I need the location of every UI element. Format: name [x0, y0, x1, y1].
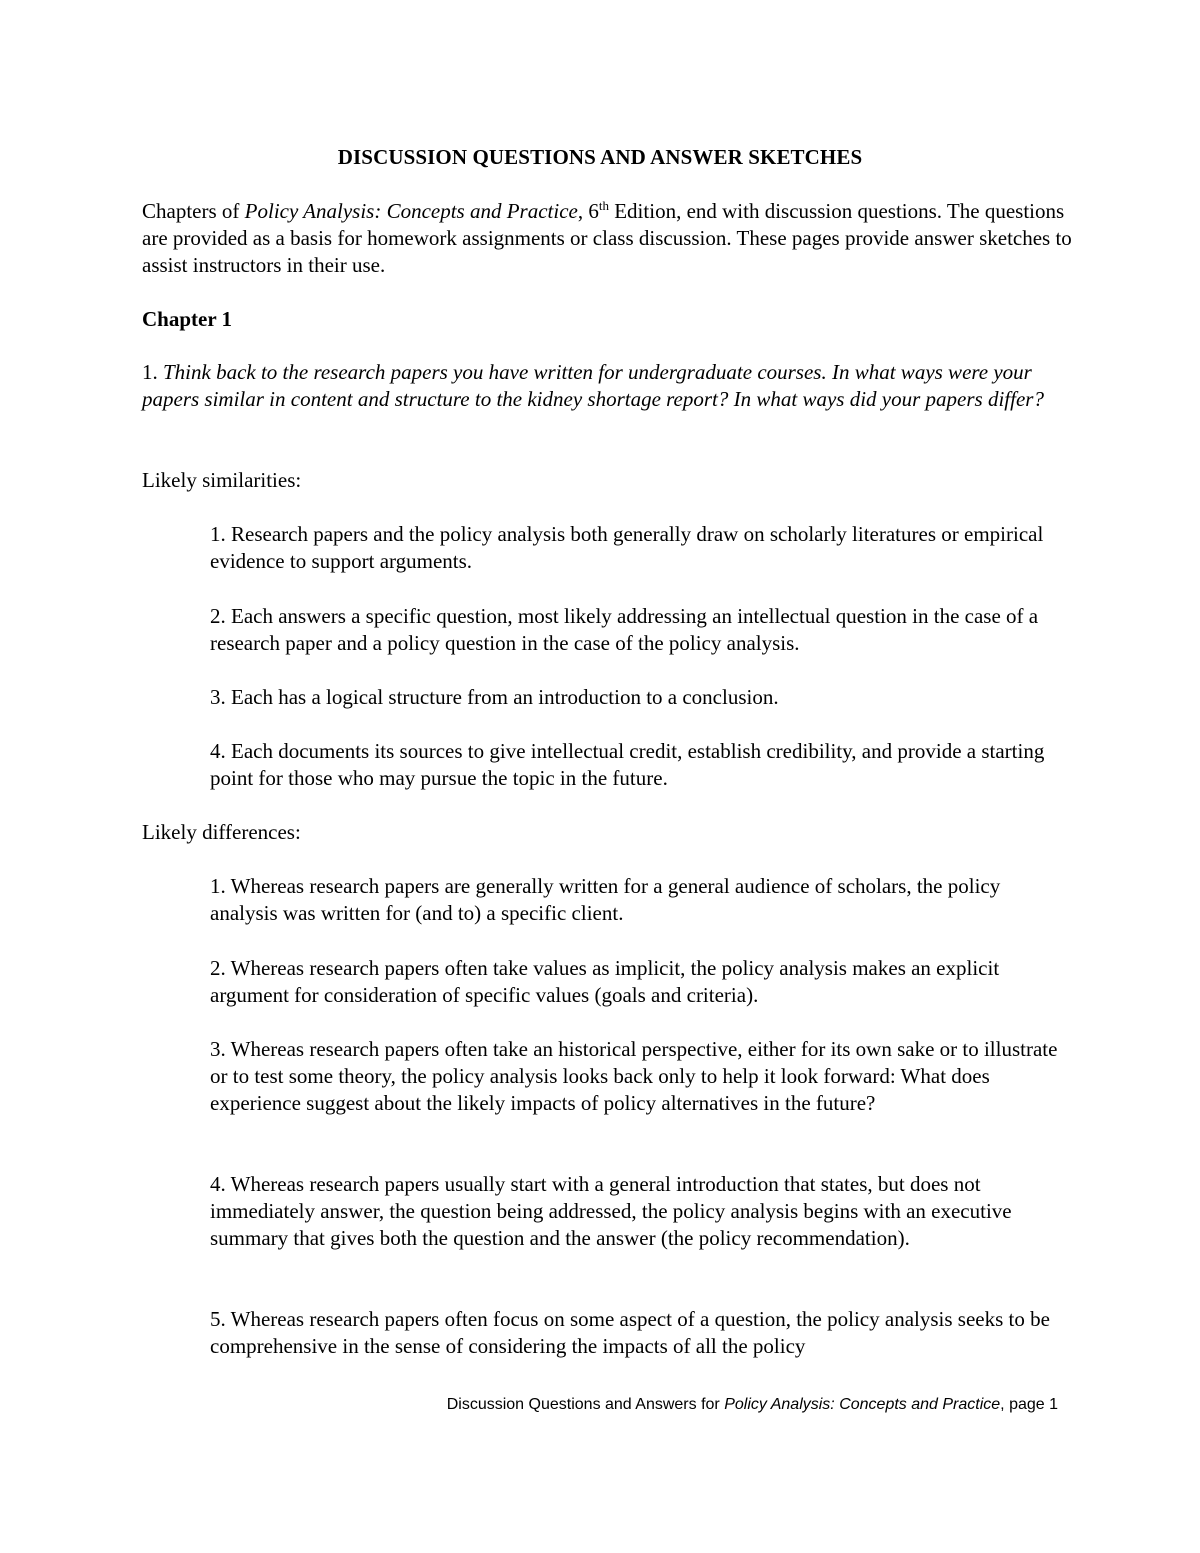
discussion-question [142, 359, 1072, 413]
difference-item: 5. Whereas research papers often focus on some aspect of a question, the policy analysis seeks to be comprehensive in the sense of considering the impacts of all the policy [210, 1307, 1050, 1358]
similarity-item: 3. Each has a logical structure from an introduction to a conclusion. [210, 685, 779, 709]
page-footer [0, 1394, 1058, 1416]
similarity-item: 1. Research papers and the policy analysis both generally draw on scholarly literatures or empirical evidence to support arguments. [210, 522, 1044, 573]
footer-prefix: Discussion Questions and Answers for [446, 1396, 725, 1413]
similarity-item: 2. Each answers a specific question, most likely addressing an intellectual question in the case of a research paper and a policy question in the case of the policy analysis. [210, 604, 1039, 655]
chapter-heading: Chapter 1 [142, 307, 233, 331]
difference-item: 4. Whereas research papers usually start with a general introduction that states, but does not immediately answer, the question being addressed, the policy analysis begins with an executive summary that gives both the question and the answer (the policy recommendation). [210, 1172, 1012, 1250]
question-number: 1. [142, 360, 163, 384]
question-text: Think back to the research papers you have written for undergraduate courses. In what ways were your papers similar in content and structure to the kidney shortage report? In what ways did your papers differ? [142, 360, 1044, 411]
difference-item: 1. Whereas research papers are generally written for a general audience of scholars, the policy analysis was written for (and to) a specific client. [210, 874, 1001, 925]
intro-text-end: Edition, end with discussion questions. The questions are provided as a basis for homework assignments or class discussion. These pages provide answer sketches to assist instructors in their use. [142, 199, 1072, 277]
differences-label: Likely differences: [142, 820, 301, 844]
similarities-label: Likely similarities: [142, 468, 302, 492]
similarity-item: 4. Each documents its sources to give intellectual credit, establish credibility, and provide a starting point for those who may pursue the topic in the future. [210, 739, 1045, 790]
book-title: Policy Analysis: Concepts and Practice [244, 199, 578, 223]
footer-book-title: Policy Analysis: Concepts and Practice [724, 1396, 1001, 1413]
intro-text-start: Chapters of [142, 199, 245, 223]
edition-superscript: th [598, 198, 609, 213]
footer-page-number: , page 1 [1000, 1396, 1058, 1413]
edition-prefix: , 6 [577, 199, 599, 223]
difference-item: 3. Whereas research papers often take an historical perspective, either for its own sake or to illustrate or to test some theory, the policy analysis looks back only to help it look forward: What does experience suggest about the likely impacts of policy alternatives in the future? [210, 1037, 1058, 1115]
difference-item: 2. Whereas research papers often take values as implicit, the policy analysis makes an explicit argument for consideration of specific values (goals and criteria). [210, 956, 1000, 1007]
document-title: DISCUSSION QUESTIONS AND ANSWER SKETCHES [337, 145, 863, 169]
intro-paragraph [142, 198, 1072, 279]
